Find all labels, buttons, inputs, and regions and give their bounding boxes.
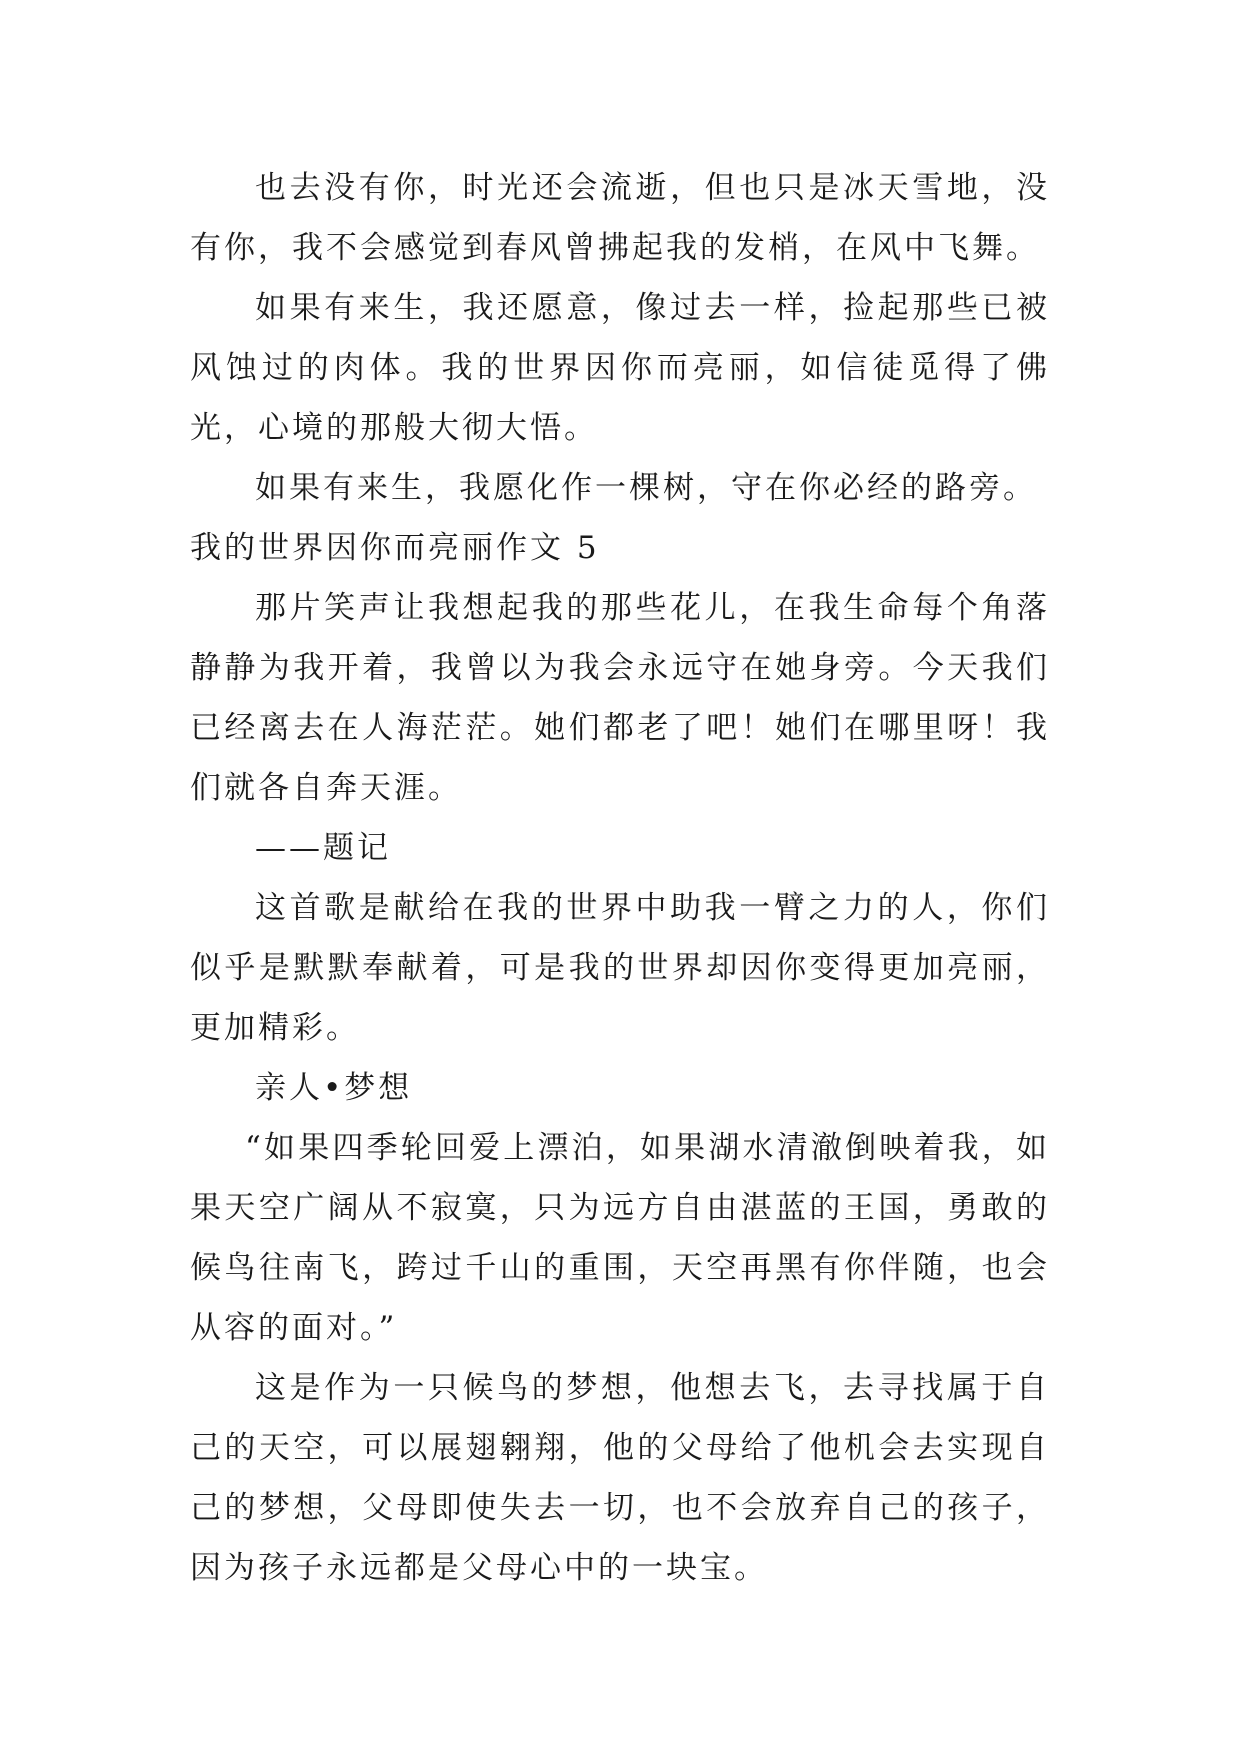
paragraph-song-dedication: 这首歌是献给在我的世界中助我一臂之力的人，你们似乎是默默奉献着，可是我的世界却因你变得更加亮丽，更加精彩。	[190, 890, 1050, 1046]
paragraph-migratory-bird-dream: 这是作为一只候鸟的梦想，他想去飞，去寻找属于自己的天空，可以展翅翱翔，他的父母给了他机会去实现自己的梦想，父母即使失去一切，也不会放弃自己的孩子，因为孩子永远都是父母心中的一块宝。	[190, 1370, 1050, 1586]
paragraph-song-lyrics-quote: “如果四季轮回爱上漂泊，如果湖水清澈倒映着我，如果天空广阔从不寂寞，只为远方自由湛蓝的王国，勇敢的候鸟往南飞，跨过千山的重围，天空再黑有你伴随，也会从容的面对。”	[190, 1130, 1050, 1346]
section-title-family-dream: 亲人•梦想	[255, 1070, 413, 1106]
essay-heading: 我的世界因你而亮丽作文 5	[190, 530, 600, 566]
paragraph-next-life-tree: 如果有来生，我愿化作一棵树，守在你必经的路旁。	[255, 470, 1037, 506]
paragraph-laughter-flowers: 那片笑声让我想起我的那些花儿，在我生命每个角落静静为我开着，我曾以为我会永远守在她身旁。今天我们已经离去在人海茫茫。她们都老了吧！她们在哪里呀！我们就各自奔天涯。	[190, 590, 1050, 806]
paragraph-next-life-willing: 如果有来生，我还愿意，像过去一样，捡起那些已被风蚀过的肉体。我的世界因你而亮丽，如信徒觅得了佛光，心境的那般大彻大悟。	[190, 290, 1050, 446]
document-body	[190, 158, 1050, 1598]
paragraph-spring-wind: 也去没有你，时光还会流逝，但也只是冰天雪地，没有你，我不会感觉到春风曾拂起我的发梢，在风中飞舞。	[190, 170, 1050, 266]
epigraph-note: ——题记	[255, 830, 391, 866]
